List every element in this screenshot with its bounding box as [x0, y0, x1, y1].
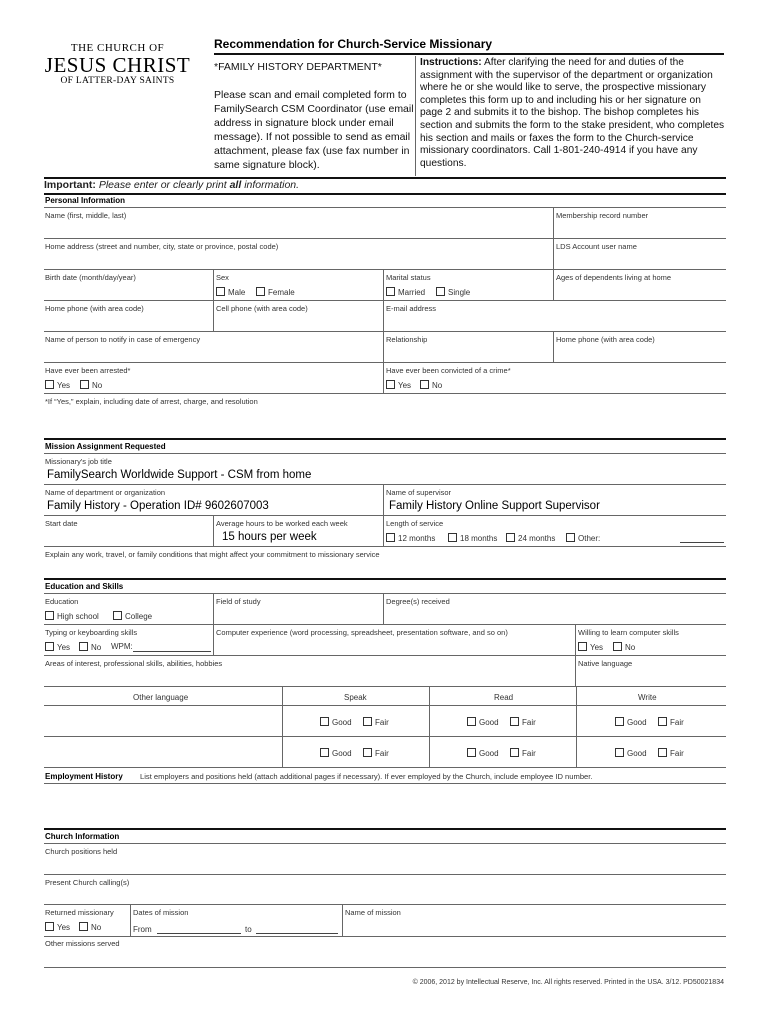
- important-pre: Please enter or clearly print: [98, 179, 227, 191]
- lds-account-label: LDS Account user name: [556, 242, 637, 251]
- personal-section-title: Personal Information: [45, 196, 126, 205]
- checkbox-box[interactable]: [615, 717, 624, 726]
- rule: [44, 331, 726, 332]
- conditions-label: Explain any work, travel, or family conditions that might affect your commitment to missionary service: [45, 550, 380, 559]
- divider: [383, 515, 384, 546]
- checkbox-box[interactable]: [256, 287, 265, 296]
- rule: [44, 515, 726, 516]
- lang-header-other: Other language: [133, 693, 189, 702]
- rule: [44, 453, 726, 454]
- divider: [383, 593, 384, 624]
- name-label: Name (first, middle, last): [45, 211, 127, 220]
- home-phone-label: Home phone (with area code): [45, 304, 144, 313]
- degrees-label: Degree(s) received: [386, 597, 450, 606]
- church-section-title: Church Information: [45, 832, 120, 841]
- important-bold: all: [229, 179, 242, 191]
- rule: [44, 904, 726, 905]
- relationship-label: Relationship: [386, 335, 428, 344]
- rule: [44, 393, 726, 394]
- section-rule: [44, 438, 726, 440]
- good-label: Good: [332, 749, 352, 758]
- divider: [553, 238, 554, 269]
- department-org-label: Name of department or organization: [45, 488, 166, 497]
- checkbox-box[interactable]: [45, 611, 54, 620]
- male-checkbox[interactable]: [216, 287, 245, 297]
- yes-label: Yes: [590, 643, 604, 652]
- no-label: No: [91, 643, 102, 652]
- write-fair-2[interactable]: [658, 748, 684, 758]
- rule: [44, 936, 726, 937]
- fair-label: Fair: [375, 718, 389, 727]
- returned-missionary-label: Returned missionary: [45, 908, 114, 917]
- fair-label: Fair: [522, 749, 536, 758]
- no-label: No: [92, 381, 103, 390]
- rule: [44, 843, 726, 844]
- important-post: information.: [244, 179, 300, 191]
- rule: [44, 362, 726, 363]
- important-rule: [44, 193, 726, 195]
- college-label: College: [125, 612, 153, 621]
- no-label: No: [432, 381, 443, 390]
- hours-value[interactable]: 15 hours per week: [222, 531, 317, 543]
- start-date-label: Start date: [45, 519, 78, 528]
- arrested-yes-checkbox[interactable]: [45, 380, 70, 390]
- yes-label: Yes: [57, 643, 71, 652]
- rule: [44, 546, 726, 547]
- read-fair-1[interactable]: [510, 717, 536, 727]
- checkbox-box[interactable]: [658, 717, 667, 726]
- arrested-label: Have ever been arrested*: [45, 366, 131, 375]
- important-label: Important:: [44, 179, 96, 191]
- typing-yes-checkbox[interactable]: [45, 642, 70, 652]
- checkbox-box[interactable]: [45, 380, 54, 389]
- present-calling-label: Present Church calling(s): [45, 878, 130, 887]
- speak-good-1[interactable]: [320, 717, 352, 727]
- rule: [44, 207, 726, 208]
- mission-section-title: Mission Assignment Requested: [45, 442, 166, 451]
- divider: [130, 904, 131, 936]
- good-label: Good: [627, 718, 647, 727]
- checkbox-box[interactable]: [448, 533, 457, 542]
- church-positions-label: Church positions held: [45, 847, 118, 856]
- length-24-checkbox[interactable]: [506, 533, 555, 543]
- other-length-input[interactable]: [680, 542, 724, 543]
- read-good-1[interactable]: [467, 717, 499, 727]
- checkbox-box[interactable]: [79, 642, 88, 651]
- rule: [44, 624, 726, 625]
- good-label: Good: [479, 749, 499, 758]
- education-label: Education: [45, 597, 79, 606]
- divider: [576, 686, 577, 767]
- title-rule: [214, 53, 724, 55]
- rule: [44, 783, 726, 784]
- submission-note: Please scan and email completed form to FamilySearch CSM Coordinator (use email address in signature block under email message). If not possible to send as email attachment, please fax (use fax number in same signature block).: [214, 89, 414, 171]
- read-good-2[interactable]: [467, 748, 499, 758]
- marital-label: Marital status: [386, 273, 431, 282]
- convicted-label: Have ever been convicted of a crime*: [386, 366, 511, 375]
- lang-header-write: Write: [638, 693, 657, 702]
- divider: [553, 331, 554, 362]
- married-checkbox[interactable]: [386, 287, 425, 297]
- checkbox-box[interactable]: [386, 380, 395, 389]
- checkbox-box[interactable]: [45, 922, 54, 931]
- checkbox-box[interactable]: [216, 287, 225, 296]
- length-label: Length of service: [386, 519, 444, 528]
- fair-label: Fair: [670, 749, 684, 758]
- supervisor-label: Name of supervisor: [386, 488, 452, 497]
- checkbox-box[interactable]: [386, 533, 395, 542]
- computer-experience-label: Computer experience (word processing, spreadsheet, presentation software, and so on): [216, 628, 508, 637]
- speak-fair-1[interactable]: [363, 717, 389, 727]
- checkbox-box[interactable]: [420, 380, 429, 389]
- checkbox-box[interactable]: [613, 642, 622, 651]
- length-other-checkbox[interactable]: [566, 533, 600, 543]
- returned-yes-checkbox[interactable]: [45, 922, 70, 932]
- hours-label: Average hours to be worked each week: [216, 519, 348, 528]
- checkbox-box[interactable]: [615, 748, 624, 757]
- divider: [383, 331, 384, 362]
- checkbox-box[interactable]: [386, 287, 395, 296]
- write-good-1[interactable]: [615, 717, 647, 727]
- logo-line2: JESUS CHRIST: [44, 53, 191, 77]
- checkbox-box[interactable]: [510, 748, 519, 757]
- divider: [553, 269, 554, 300]
- fair-label: Fair: [670, 718, 684, 727]
- supervisor-value[interactable]: Family History Online Support Supervisor: [389, 500, 600, 512]
- yes-label: Yes: [398, 381, 412, 390]
- native-language-label: Native language: [578, 659, 633, 668]
- instructions-text: [420, 57, 726, 170]
- to-date-input[interactable]: [256, 933, 338, 934]
- married-label: Married: [398, 288, 426, 297]
- rule: [44, 238, 726, 239]
- employment-section-title: Employment History: [45, 772, 123, 781]
- job-title-label: Missionary's job title: [45, 457, 112, 466]
- logo-line3: OF LATTER-DAY SAINTS: [60, 76, 175, 86]
- rule: [44, 484, 726, 485]
- typing-label: Typing or keyboarding skills: [45, 628, 138, 637]
- write-fair-1[interactable]: [658, 717, 684, 727]
- yes-label: Yes: [57, 381, 71, 390]
- speak-good-2[interactable]: [320, 748, 352, 758]
- good-label: Good: [479, 718, 499, 727]
- male-label: Male: [228, 288, 246, 297]
- section-rule: [44, 578, 726, 580]
- arrest-explain-label: *If “Yes,” explain, including date of arrest, charge, and resolution: [45, 397, 258, 406]
- sex-label: Sex: [216, 273, 229, 282]
- church-logo: [40, 42, 195, 86]
- divider: [213, 593, 214, 624]
- high-school-checkbox[interactable]: [45, 611, 99, 621]
- lang-header-speak: Speak: [344, 693, 367, 702]
- divider: [429, 686, 430, 767]
- instructions-body: After clarifying the need for and duties of the assignment with the supervisor of the department or organization where he or she would like to serve, the prospective missionary completes this form up to and including his or her signature on page 2 and submits it to the bishop. The bishop completes his section and submits the form to the stake president, who completes his section and mails or faxes the form to the Church-service missionary coordinators. Call 1-801-240-4914 if you have any questions.: [420, 57, 725, 169]
- yes-label: Yes: [57, 923, 71, 932]
- checkbox-box[interactable]: [113, 611, 122, 620]
- membership-label: Membership record number: [556, 211, 649, 220]
- rule: [44, 874, 726, 875]
- checkbox-box[interactable]: [578, 642, 587, 651]
- wpm-label: WPM:: [111, 642, 133, 651]
- to-label: to: [245, 925, 252, 934]
- divider: [383, 484, 384, 515]
- emergency-contact-label: Name of person to notify in case of emergency: [45, 335, 201, 344]
- divider: [383, 362, 384, 393]
- len12-label: 12 months: [398, 534, 436, 543]
- section-rule: [44, 828, 726, 830]
- good-label: Good: [332, 718, 352, 727]
- from-label: From: [133, 925, 152, 934]
- rule: [44, 269, 726, 270]
- copyright-footer: © 2006, 2012 by Intellectual Reserve, Inc. All rights reserved. Printed in the USA. 3/12. PD50021834: [412, 979, 724, 986]
- mission-name-label: Name of mission: [345, 908, 401, 917]
- department-org-value[interactable]: Family History - Operation ID# 9602607003: [47, 500, 269, 512]
- no-label: No: [91, 923, 102, 932]
- rule: [44, 655, 726, 656]
- dependents-label: Ages of dependents living at home: [556, 273, 672, 282]
- checkbox-box[interactable]: [320, 748, 329, 757]
- divider: [213, 515, 214, 546]
- checkbox-box[interactable]: [510, 717, 519, 726]
- checkbox-box[interactable]: [436, 287, 445, 296]
- interests-label: Areas of interest, professional skills, abilities, hobbies: [45, 659, 223, 668]
- high-school-label: High school: [57, 612, 99, 621]
- employment-instructions: List employers and positions held (attach additional pages if necessary). If ever employed by the Church, include employee ID number.: [140, 772, 593, 781]
- lang-header-read: Read: [494, 693, 514, 702]
- female-label: Female: [268, 288, 295, 297]
- instructions-label: Instructions:: [420, 57, 482, 68]
- checkbox-box[interactable]: [467, 748, 476, 757]
- checkbox-box[interactable]: [79, 922, 88, 931]
- other-label: Other:: [578, 534, 601, 543]
- logo-line1: THE CHURCH OF: [70, 42, 165, 54]
- divider: [553, 207, 554, 238]
- cell-phone-label: Cell phone (with area code): [216, 304, 308, 313]
- divider: [213, 624, 214, 655]
- instructions-divider: [415, 56, 416, 176]
- convicted-yes-checkbox[interactable]: [386, 380, 411, 390]
- write-good-2[interactable]: [615, 748, 647, 758]
- checkbox-box[interactable]: [363, 748, 372, 757]
- form-title: Recommendation for Church-Service Missionary: [214, 37, 493, 51]
- divider: [282, 686, 283, 767]
- address-label: Home address (street and number, city, state or province, postal code): [45, 242, 279, 251]
- female-checkbox[interactable]: [256, 287, 295, 297]
- rule: [44, 967, 726, 968]
- checkbox-box[interactable]: [320, 717, 329, 726]
- rule: [44, 736, 726, 737]
- fair-label: Fair: [375, 749, 389, 758]
- job-title-value[interactable]: FamilySearch Worldwide Support - CSM from home: [47, 469, 312, 481]
- single-checkbox[interactable]: [436, 287, 470, 297]
- department-label: *FAMILY HISTORY DEPARTMENT*: [214, 61, 382, 73]
- important-note: [44, 179, 299, 191]
- rule: [44, 705, 726, 706]
- wpm-input[interactable]: [133, 651, 211, 652]
- speak-fair-2[interactable]: [363, 748, 389, 758]
- len24-label: 24 months: [518, 534, 556, 543]
- willing-no-checkbox[interactable]: [613, 642, 635, 652]
- other-missions-label: Other missions served: [45, 939, 120, 948]
- checkbox-box[interactable]: [45, 642, 54, 651]
- checkbox-box[interactable]: [506, 533, 515, 542]
- checkbox-box[interactable]: [566, 533, 575, 542]
- willing-label: Willing to learn computer skills: [578, 628, 679, 637]
- rule: [44, 300, 726, 301]
- emergency-phone-label: Home phone (with area code): [556, 335, 655, 344]
- length-12-checkbox[interactable]: [386, 533, 435, 543]
- education-section-title: Education and Skills: [45, 582, 124, 591]
- dates-of-mission-label: Dates of mission: [133, 908, 189, 917]
- convicted-no-checkbox[interactable]: [420, 380, 442, 390]
- checkbox-box[interactable]: [363, 717, 372, 726]
- rule: [44, 593, 726, 594]
- field-of-study-label: Field of study: [216, 597, 261, 606]
- checkbox-box[interactable]: [467, 717, 476, 726]
- len18-label: 18 months: [460, 534, 498, 543]
- rule: [44, 767, 726, 768]
- arrested-no-checkbox[interactable]: [80, 380, 102, 390]
- birth-date-label: Birth date (month/day/year): [45, 273, 136, 282]
- length-18-checkbox[interactable]: [448, 533, 497, 543]
- returned-no-checkbox[interactable]: [79, 922, 101, 932]
- checkbox-box[interactable]: [80, 380, 89, 389]
- checkbox-box[interactable]: [658, 748, 667, 757]
- good-label: Good: [627, 749, 647, 758]
- single-label: Single: [448, 288, 471, 297]
- no-label: No: [625, 643, 636, 652]
- divider: [342, 904, 343, 936]
- typing-no-checkbox[interactable]: [79, 642, 101, 652]
- rule: [44, 686, 726, 687]
- from-date-input[interactable]: [157, 933, 241, 934]
- willing-yes-checkbox[interactable]: [578, 642, 603, 652]
- fair-label: Fair: [522, 718, 536, 727]
- college-checkbox[interactable]: [113, 611, 152, 621]
- read-fair-2[interactable]: [510, 748, 536, 758]
- email-label: E-mail address: [386, 304, 437, 313]
